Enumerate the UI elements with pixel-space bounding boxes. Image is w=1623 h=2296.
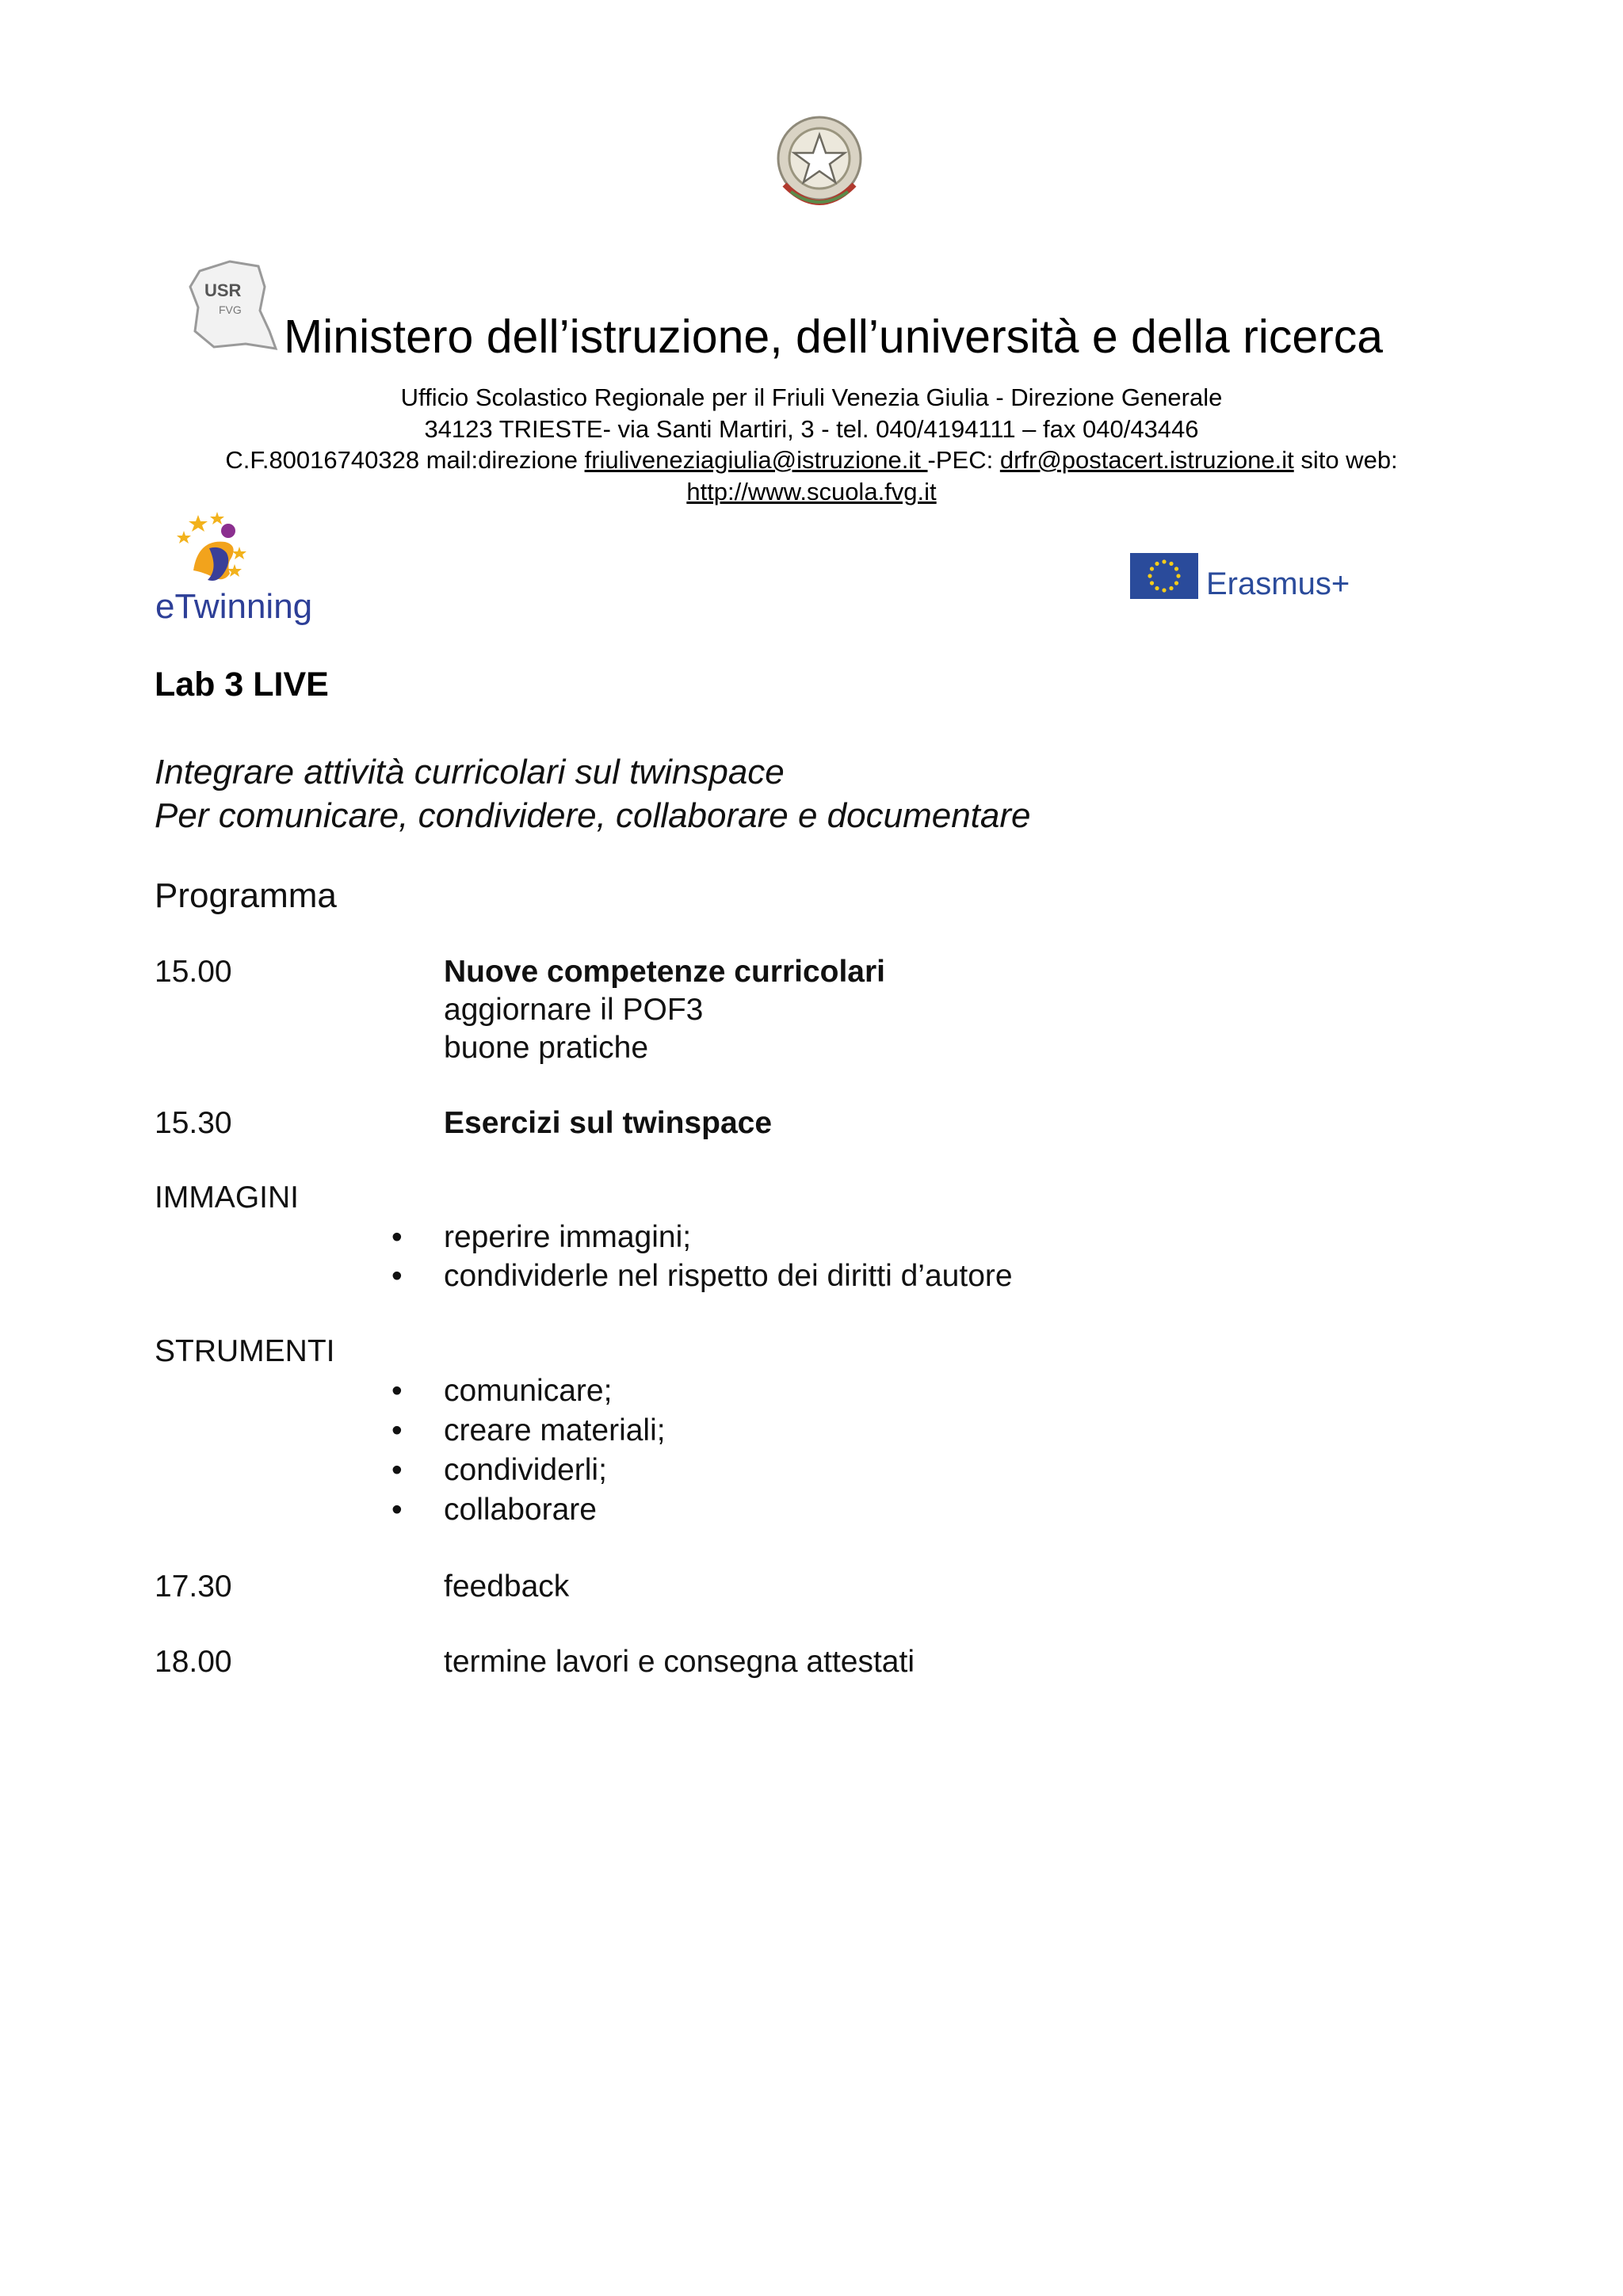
pec-link[interactable]: drfr@postacert.istruzione.it [999, 446, 1294, 474]
strumenti-item: condividerli; [444, 1453, 607, 1487]
site-label: sito web: [1293, 446, 1398, 474]
erasmus-plus-logo [1130, 551, 1360, 601]
time-slot-1: 15.00 [155, 955, 232, 989]
programma-heading: Programma [155, 876, 337, 915]
strumenti-item: comunicare; [444, 1374, 613, 1408]
contacts-line [0, 444, 1623, 476]
cf-text: C.F.80016740328 mail:direzione [225, 446, 585, 474]
slot-3-title: feedback [444, 1569, 570, 1604]
subtitle-line-2: Per comunicare, condividere, collaborare e documentare [155, 796, 1031, 835]
bullet-icon: • [391, 1374, 403, 1408]
email-link[interactable]: friuliveneziagiulia@istruzione.it [584, 446, 928, 474]
slot-1-title: Nuove competenze curricolari [444, 955, 886, 989]
pec-label: -PEC: [927, 446, 1000, 474]
erasmus-wordmark: Erasmus+ [1206, 566, 1350, 601]
document-title: Lab 3 LIVE [155, 666, 329, 704]
time-slot-2: 15.30 [155, 1106, 232, 1140]
slot-2-title: Esercizi sul twinspace [444, 1106, 773, 1140]
immagini-label: IMMAGINI [155, 1180, 299, 1215]
time-slot-4: 18.00 [155, 1645, 232, 1679]
subtitle-line-1: Integrare attività curricolari sul twinspace [155, 753, 785, 791]
etwinning-logo [152, 507, 334, 626]
bullet-icon: • [391, 1453, 403, 1487]
strumenti-label: STRUMENTI [155, 1334, 335, 1368]
slot-1-line-2: buone pratiche [444, 1031, 649, 1065]
bullet-icon: • [391, 1413, 403, 1447]
strumenti-item: creare materiali; [444, 1413, 666, 1447]
bullet-icon: • [391, 1493, 403, 1527]
address-line: 34123 TRIESTE- via Santi Martiri, 3 - tel. 040/4194111 – fax 040/43446 [424, 415, 1199, 443]
etwinning-wordmark: eTwinning [155, 587, 313, 626]
time-slot-3: 17.30 [155, 1569, 232, 1604]
bullet-icon: • [391, 1259, 403, 1293]
usr-logo-text: USR [204, 280, 242, 300]
office-line: Ufficio Scolastico Regionale per il Friuli Venezia Giulia - Direzione Generale [400, 383, 1223, 411]
ministry-title: Ministero dell’istruzione, dell’università e della ricerca [284, 311, 1384, 363]
republic-emblem-icon [764, 109, 875, 220]
fvg-logo-text: FVG [219, 303, 242, 316]
immagini-item: reperire immagini; [444, 1220, 692, 1254]
usr-fvg-logo [182, 255, 284, 357]
strumenti-item: collaborare [444, 1493, 597, 1527]
bullet-icon: • [391, 1220, 403, 1254]
website-link[interactable]: http://www.scuola.fvg.it [686, 478, 937, 505]
website-line [0, 476, 1623, 508]
immagini-item: condividerle nel rispetto dei diritti d’autore [444, 1259, 1013, 1293]
slot-1-line-1: aggiornare il POF3 [444, 993, 704, 1027]
slot-4-title: termine lavori e consegna attestati [444, 1645, 915, 1679]
